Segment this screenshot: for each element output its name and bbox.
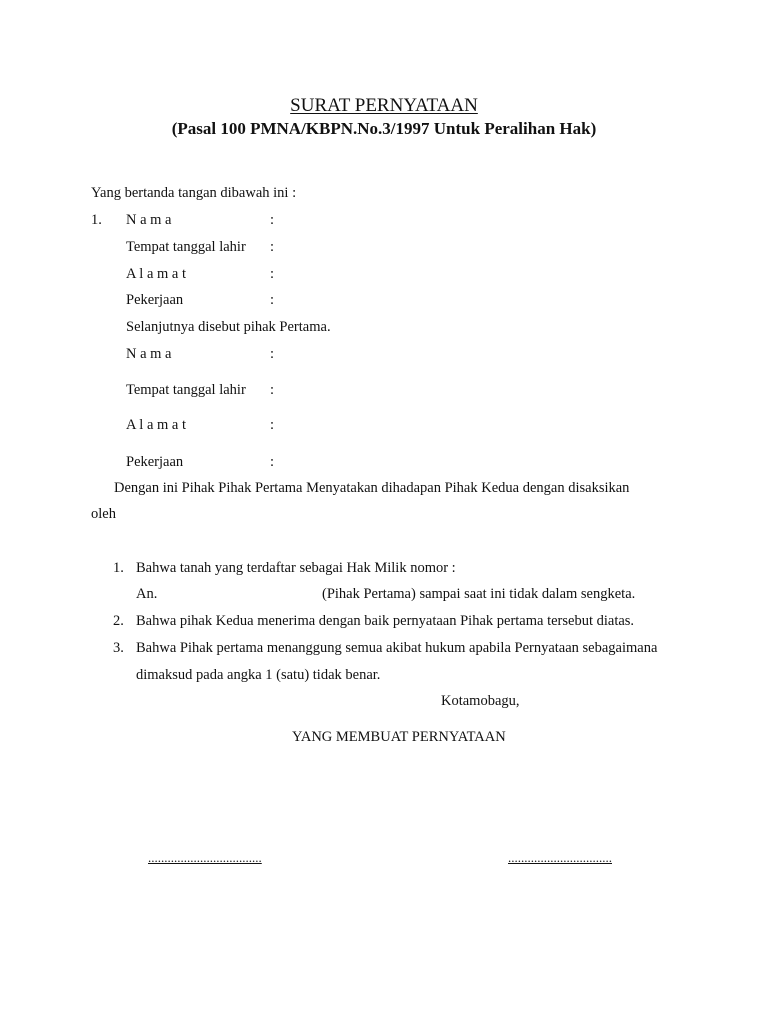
statement-line-1: Dengan ini Pihak Pihak Pertama Menyatakan dihadapan Pihak Kedua dengan disaksikan bbox=[114, 480, 630, 496]
statement-line-2: oleh bbox=[91, 506, 116, 522]
place-date: Kotamobagu, bbox=[441, 693, 520, 709]
second-party-birth-label: Tempat tanggal lahir bbox=[126, 382, 246, 398]
first-party-birth-label: Tempat tanggal lahir bbox=[126, 239, 246, 255]
point-1-sub-text: (Pihak Pertama) sampai saat ini tidak dalam sengketa. bbox=[322, 586, 636, 602]
first-party-address-label: A l a m a t bbox=[126, 266, 187, 282]
first-party-job-label: Pekerjaan bbox=[126, 292, 184, 308]
point-3-number: 3. bbox=[113, 640, 124, 656]
point-3-continuation: dimaksud pada angka 1 (satu) tidak benar. bbox=[136, 667, 381, 683]
point-2-text: Bahwa pihak Kedua menerima dengan baik pernyataan Pihak pertama tersebut diatas. bbox=[136, 613, 635, 629]
second-party-birth-colon: : bbox=[270, 382, 275, 398]
first-party-birth-colon: : bbox=[270, 239, 275, 255]
point-2-number: 2. bbox=[113, 613, 124, 629]
second-party-name-colon: : bbox=[270, 346, 275, 362]
first-party-note: Selanjutnya disebut pihak Pertama. bbox=[126, 319, 331, 335]
document-title: SURAT PERNYATAAN bbox=[290, 95, 478, 116]
point-1-sub-prefix: An. bbox=[136, 586, 158, 602]
point-1-text: Bahwa tanah yang terdaftar sebagai Hak Milik nomor : bbox=[136, 560, 456, 576]
first-party-job-colon: : bbox=[270, 292, 275, 308]
first-party-number: 1. bbox=[91, 212, 102, 228]
second-party-job-label: Pekerjaan bbox=[126, 454, 184, 470]
first-party-name-colon: : bbox=[270, 212, 275, 228]
second-party-name-label: N a m a bbox=[126, 346, 172, 362]
point-3-text: Bahwa Pihak pertama menanggung semua akibat hukum apabila Pernyataan sebagaimana bbox=[136, 640, 658, 656]
document-subtitle: (Pasal 100 PMNA/KBPN.No.3/1997 Untuk Peralihan Hak) bbox=[171, 119, 597, 138]
signature-line-left: ................................... bbox=[148, 850, 262, 865]
signature-line-right: ................................ bbox=[508, 850, 612, 865]
second-party-job-colon: : bbox=[270, 454, 275, 470]
second-party-address-colon: : bbox=[270, 417, 275, 433]
first-party-address-colon: : bbox=[270, 266, 275, 282]
second-party-address-label: A l a m a t bbox=[126, 417, 187, 433]
point-1-number: 1. bbox=[113, 560, 124, 576]
intro-text: Yang bertanda tangan dibawah ini : bbox=[91, 185, 297, 201]
signatory-heading: YANG MEMBUAT PERNYATAAN bbox=[292, 729, 506, 745]
first-party-name-label: N a m a bbox=[126, 212, 172, 228]
